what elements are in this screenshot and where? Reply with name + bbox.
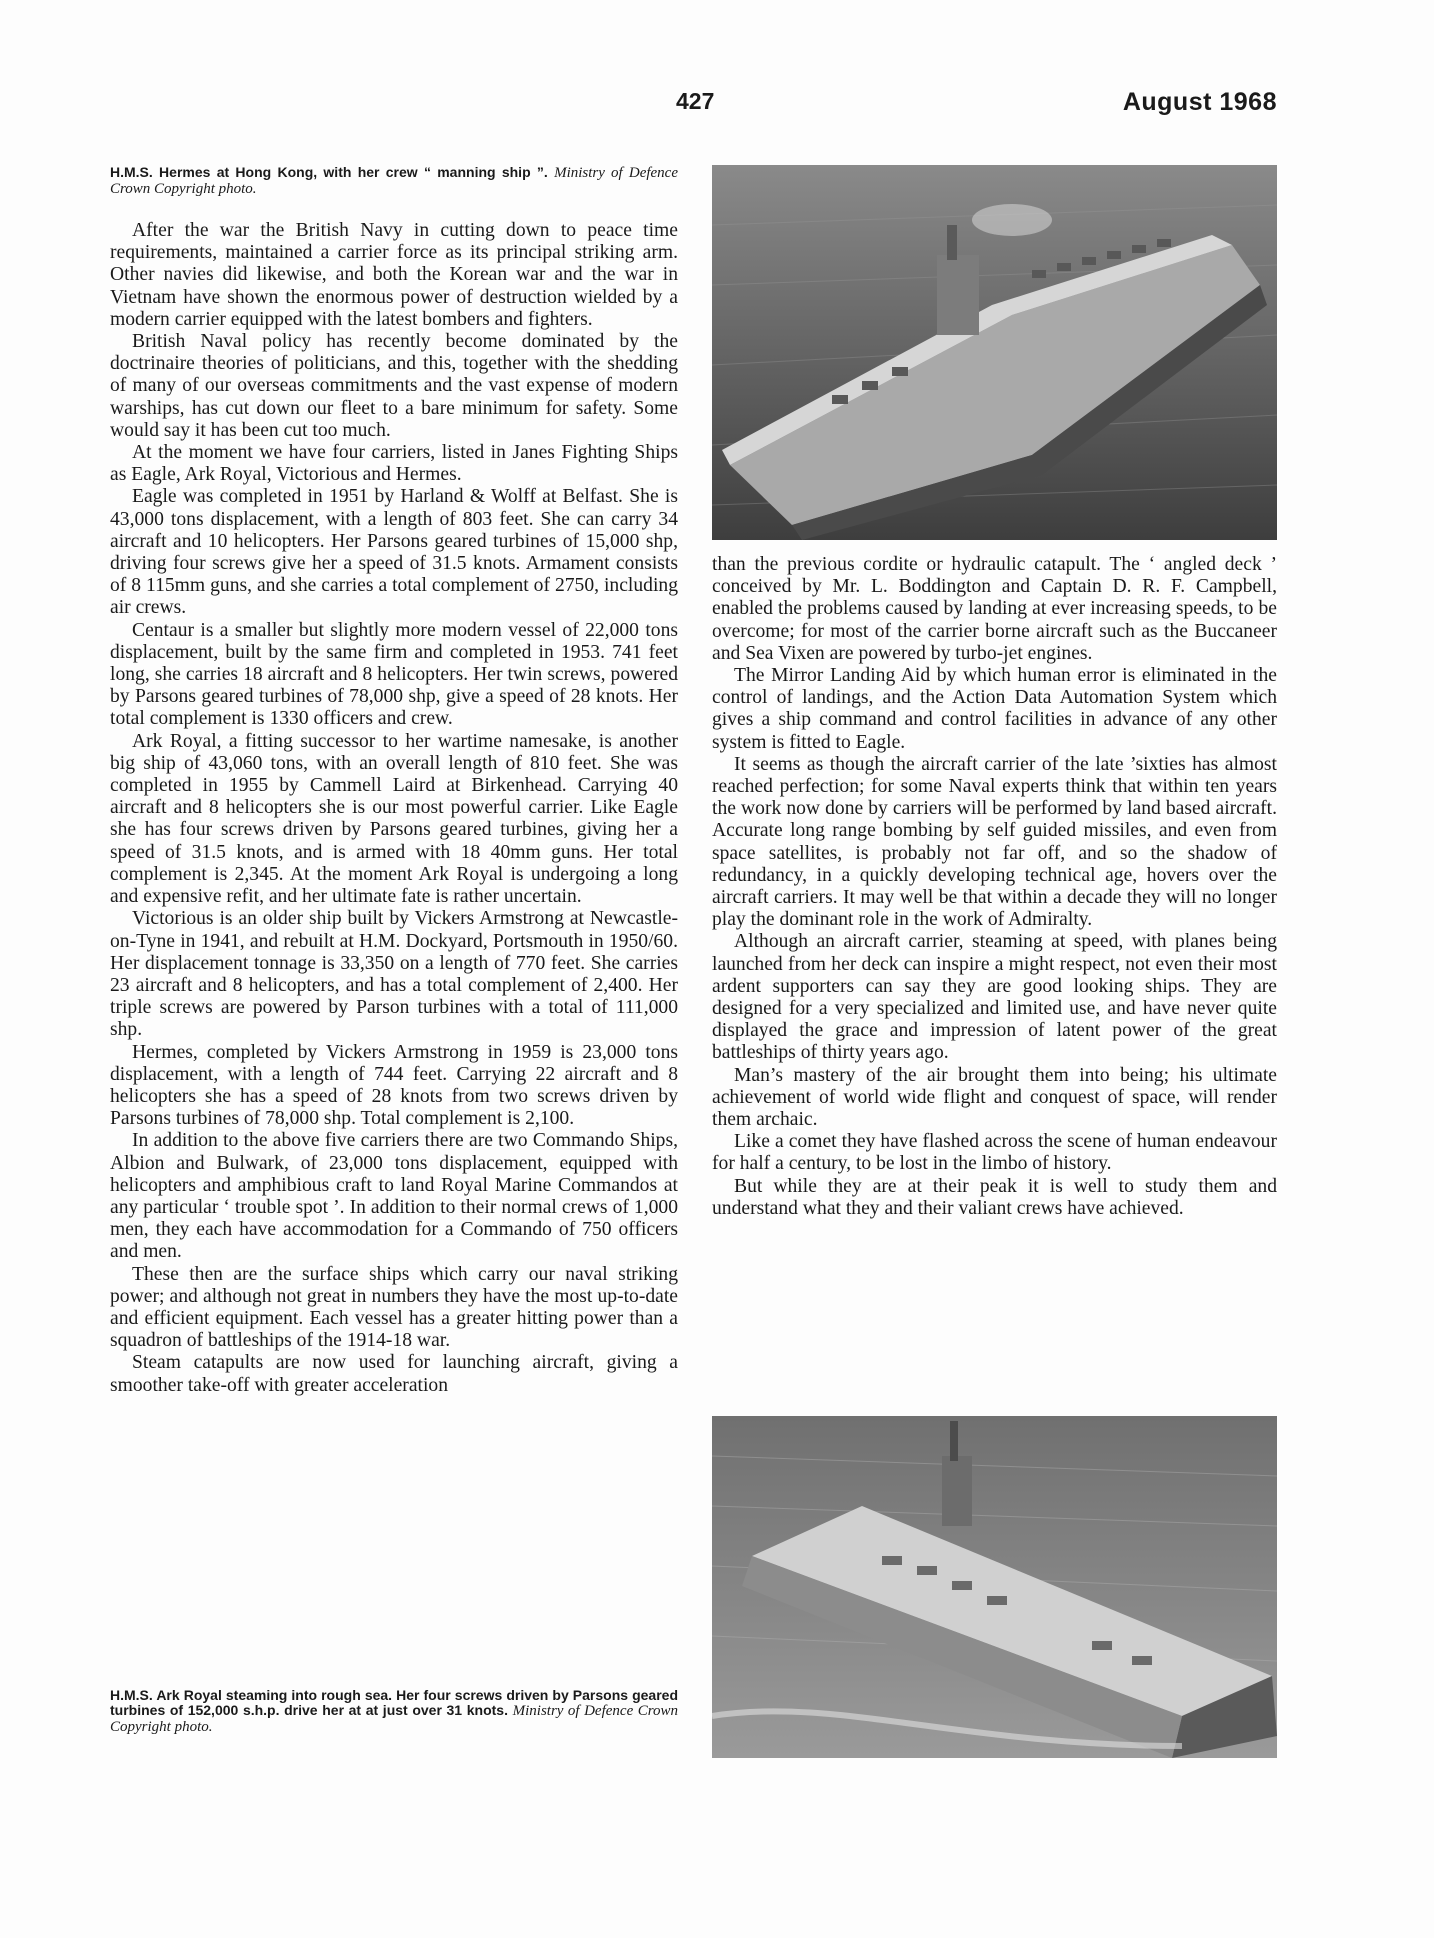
paragraph: Centaur is a smaller but slightly more modern vessel of 22,000 tons displacement, built by the same firm and completed in 1953. 741 feet long, she carries 18 aircraft and 8 helicopters. Her twin screws, powered by Parsons geared turbines of 78,000 shp, give a speed of 28 knots. Her total complement is 1330 officers and crew. [110,619,678,730]
paragraph: Ark Royal, a fitting successor to her wartime namesake, is another big ship of 43,060 tons, with an overall length of 810 feet. She was completed in 1955 by Cammell Laird at Birkenhead. Carrying 40 aircraft and 8 helicopters she is our most powerful carrier. Like Eagle she has four screws driven by Parsons geared turbines, giving her a speed of 31.5 knots, and is armed with 18 40mm guns. Her total complement is 2,345. At the moment Ark Royal is undergoing a long and expensive refit, and her ultimate fate is rather uncertain. [110,730,678,908]
paragraph: In addition to the above five carriers there are two Commando Ships, Albion and Bulwark, of 23,000 tons displacement, equipped with helicopters and amphibious craft to land Royal Marine Commandos at any particular ‘ trouble spot ’. In addition to their normal crews of 1,000 men, they each have accommodation for a Commando of 750 officers and men. [110,1130,678,1263]
paragraph: Like a comet they have flashed across the scene of human endeavour for half a century, to be lost in the limbo of history. [712,1131,1277,1175]
paragraph: Hermes, completed by Vickers Armstrong in 1959 is 23,000 tons displacement, with a length of 744 feet. Carrying 22 aircraft and 8 helicopters she has a speed of 28 knots from two screws driven by Parsons turbines of 78,000 shp. Total complement is 2,100. [110,1041,678,1130]
issue-date: August 1968 [1122,88,1277,116]
article-column-left [110,220,678,1397]
paragraph: British Naval policy has recently become dominated by the doctrinaire theories of politicians, and this, together with the shedding of many of our overseas commitments and the vast expense of modern warships, has cut down our fleet to a bare minimum for safety. Some would say it has been cut too much. [110,331,678,441]
paragraph: than the previous cordite or hydraulic catapult. The ‘ angled deck ’ conceived by Mr. L. Boddington and Captain D. R. F. Campbell, enabled the problems caused by landing at ever increasing speeds, to be overcome; for most of the carrier borne aircraft such as the Buccaneer and Sea Vixen are powered by turbo-jet engines. [712,554,1277,664]
photo-caption-bottom [110,1688,678,1735]
page-number: 427 [676,88,715,114]
photo-caption-top [110,165,678,197]
paragraph: Eagle was completed in 1951 by Harland & Wolff at Belfast. She is 43,000 tons displacement, with a length of 803 feet. She can carry 34 aircraft and 10 helicopters. Her Parsons geared turbines of 15,000 shp, driving four screws give her a speed of 31.5 knots. Armament consists of 8 115mm guns, and she carries a total complement of 2750, including air crews. [110,486,678,619]
paragraph: After the war the British Navy in cutting down to peace time requirements, maintained a carrier force as its principal striking arm. Other navies did likewise, and both the Korean war and the war in Vietnam have shown the enormous power of destruction wielded by a modern carrier equipped with the latest bombers and fighters. [110,220,678,330]
paragraph: Although an aircraft carrier, steaming at speed, with planes being launched from her deck can inspire a might respect, not even their most ardent supporters can say they are good looking ships. They are designed for a very specialized and limited use, and have never quite displayed the grace and impression of latent power of the great battleships of thirty years ago. [712,931,1277,1064]
paragraph: Victorious is an older ship built by Vickers Armstrong at Newcastle-on-Tyne in 1941, and rebuilt at H.M. Dockyard, Portsmouth in 1950/60. Her displacement tonnage is 33,350 on a length of 770 feet. She carries 23 aircraft and 8 helicopters, and has a total complement of 2,400. Her triple screws are powered by Parson turbines with a total of 111,000 shp. [110,908,678,1041]
paragraph: It seems as though the aircraft carrier of the late ’sixties has almost reached perfection; for some Naval experts think that within ten years the work now done by carriers will be performed by land based aircraft. Accurate long range bombing by self guided missiles, and even from space satellites, is probably not far off, and so the shadow of redundancy, in a quickly developing technical age, hovers over the aircraft carriers. It may well be that within a decade they will no longer play the dominant role in the work of Admiralty. [712,753,1277,931]
ship-illustration [712,1416,1277,1758]
page-header [0,88,1434,128]
caption-credit: Ministry of Defence Crown Copyright photo. [110,165,678,197]
paragraph: At the moment we have four carriers, listed in Janes Fighting Ships as Eagle, Ark Royal, Victorious and Hermes. [110,442,678,486]
photo-hms-hermes [712,165,1277,540]
photo-hms-ark-royal [712,1416,1277,1758]
paragraph: Steam catapults are now used for launching aircraft, giving a smoother take-off with greater acceleration [110,1352,678,1396]
paragraph: These then are the surface ships which carry our naval striking power; and although not great in numbers they have the most up-to-date and efficient equipment. Each vessel has a greater hitting power than a squadron of battleships of the 1914-18 war. [110,1263,678,1352]
article-column-right [712,554,1277,1220]
caption-text: H.M.S. Ark Royal steaming into rough sea. Her four screws driven by Parsons geared turbines of 152,000 s.h.p. drive her at at just over 31 knots. [110,1687,678,1718]
caption-text: H.M.S. Hermes at Hong Kong, with her crew “ manning ship ”. [110,164,548,180]
caption-credit: Ministry of Defence Crown Copyright photo. [110,1703,679,1735]
ship-illustration [712,165,1277,540]
paragraph: The Mirror Landing Aid by which human error is eliminated in the control of landings, and the Action Data Automation System which gives a ship command and control facilities in advance of any other system is fitted to Eagle. [712,665,1277,753]
paragraph: But while they are at their peak it is well to study them and understand what they and their valiant crews have achieved. [712,1175,1277,1219]
paragraph: Man’s mastery of the air brought them into being; his ultimate achievement of world wide flight and conquest of space, will render them archaic. [712,1064,1277,1131]
